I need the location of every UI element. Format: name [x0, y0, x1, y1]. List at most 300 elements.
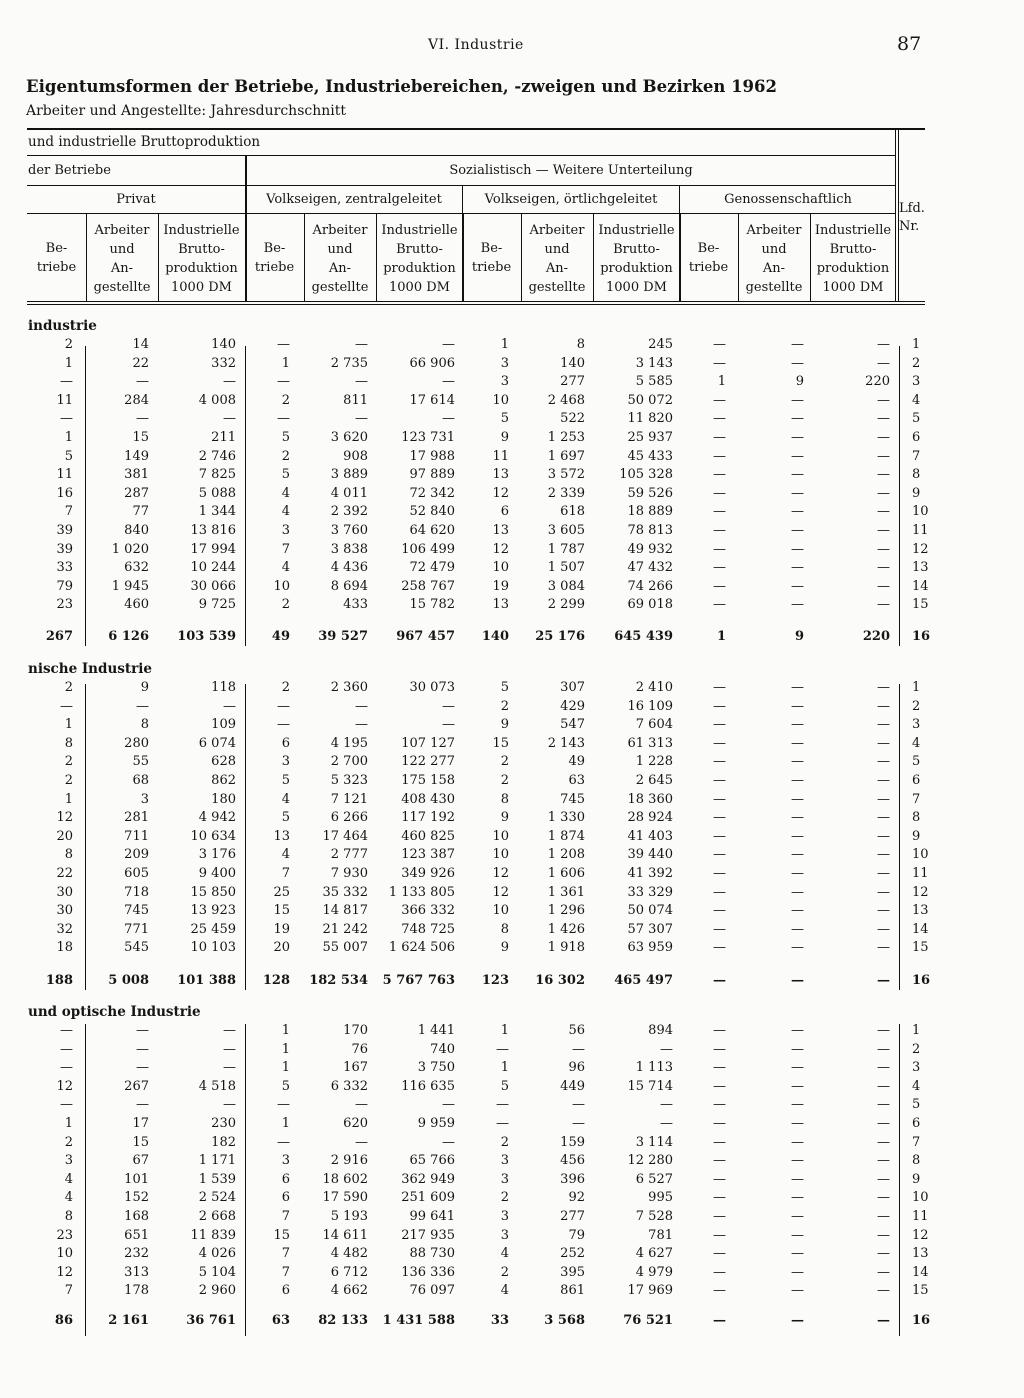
cell-gen-betriebe: — [713, 1265, 726, 1280]
cell-gen-arbeiter: — [791, 579, 804, 594]
cell-voe-betriebe: 9 [500, 940, 509, 955]
cell-voe-produktion: 645 439 [614, 629, 673, 644]
cell-voe-produktion: 11 820 [627, 411, 673, 426]
cell-gen-produktion: — [877, 1283, 890, 1298]
cell-voe-betriebe: 9 [500, 430, 509, 445]
cell-privat-betriebe: — [60, 1042, 73, 1057]
cell-lfd-nr: 3 [912, 374, 921, 389]
cell-privat-produktion: 9 725 [198, 597, 236, 612]
cell-privat-betriebe: 267 [45, 629, 73, 644]
cell-gen-betriebe: — [713, 393, 726, 408]
cell-vez-arbeiter: 5 193 [330, 1209, 368, 1224]
cell-voe-arbeiter: 547 [560, 717, 585, 732]
cell-vez-produktion: 1 133 805 [388, 885, 455, 900]
cell-voe-arbeiter: 92 [568, 1190, 585, 1205]
table-row [0, 754, 1024, 772]
cell-gen-produktion: — [877, 680, 890, 695]
cell-privat-betriebe: 12 [56, 1265, 73, 1280]
cell-gen-produktion: — [877, 467, 890, 482]
cell-gen-arbeiter: — [791, 973, 804, 988]
cell-vez-produktion: — [442, 411, 455, 426]
cell-voe-produktion: 245 [648, 337, 673, 352]
cell-vez-produktion: 740 [430, 1042, 455, 1057]
cell-voe-produktion: — [660, 1042, 673, 1057]
cell-lfd-nr: 14 [912, 579, 929, 594]
header-lfd-nr: Lfd. Nr. [899, 201, 925, 234]
cell-vez-betriebe: 1 [281, 1060, 290, 1075]
cell-voe-arbeiter: 1 697 [547, 449, 585, 464]
cell-vez-produktion: 1 431 588 [382, 1313, 455, 1328]
cell-gen-betriebe: — [713, 810, 726, 825]
table-total-row [0, 973, 1024, 991]
section-title: industrie [28, 318, 97, 334]
cell-lfd-nr: 11 [912, 523, 929, 538]
cell-gen-produktion: — [877, 1060, 890, 1075]
cell-voe-betriebe: 9 [500, 717, 509, 732]
cell-voe-produktion: 6 527 [635, 1172, 673, 1187]
cell-voe-produktion: 465 497 [614, 973, 673, 988]
cell-gen-arbeiter: — [791, 1116, 804, 1131]
cell-gen-betriebe: — [713, 1097, 726, 1112]
cell-voe-arbeiter: 1 787 [547, 542, 585, 557]
cell-gen-arbeiter: — [791, 1153, 804, 1168]
table-row [0, 885, 1024, 903]
cell-voe-produktion: 1 113 [635, 1060, 673, 1075]
cell-privat-arbeiter: 281 [124, 810, 149, 825]
cell-voe-betriebe: 15 [492, 736, 509, 751]
cell-gen-arbeiter: — [791, 542, 804, 557]
cell-voe-arbeiter: 277 [560, 374, 585, 389]
cell-gen-betriebe: — [713, 903, 726, 918]
cell-vez-produktion: 99 641 [409, 1209, 455, 1224]
cell-vez-betriebe: 128 [262, 973, 290, 988]
cell-lfd-nr: 6 [912, 430, 921, 445]
cell-voe-arbeiter: 140 [560, 356, 585, 371]
cell-voe-betriebe: 6 [500, 504, 509, 519]
header-der-betriebe: der Betriebe [28, 163, 111, 178]
cell-privat-arbeiter: 6 126 [108, 629, 149, 644]
cell-vez-arbeiter: 908 [343, 449, 368, 464]
cell-gen-produktion: — [877, 699, 890, 714]
table-row [0, 393, 1024, 411]
cell-voe-produktion: 39 440 [627, 847, 673, 862]
cell-privat-betriebe: 39 [56, 542, 73, 557]
cell-privat-produktion: 332 [211, 356, 236, 371]
cell-privat-produktion: 862 [211, 773, 236, 788]
cell-voe-betriebe: 8 [500, 792, 509, 807]
cell-gen-betriebe: — [713, 1060, 726, 1075]
cell-lfd-nr: 5 [912, 1097, 921, 1112]
cell-lfd-nr: 1 [912, 1023, 921, 1038]
cell-gen-arbeiter: — [791, 940, 804, 955]
cell-gen-produktion: — [877, 1313, 890, 1328]
cell-gen-betriebe: — [713, 717, 726, 732]
cell-voe-betriebe: 3 [500, 374, 509, 389]
cell-privat-arbeiter: — [136, 1060, 149, 1075]
cell-privat-produktion: 1 344 [198, 504, 236, 519]
cell-gen-produktion: — [877, 1209, 890, 1224]
table-row [0, 411, 1024, 429]
cell-gen-betriebe: — [713, 1079, 726, 1094]
cell-voe-produktion: 1 228 [635, 754, 673, 769]
cell-privat-produktion: — [223, 411, 236, 426]
cell-voe-arbeiter: 861 [560, 1283, 585, 1298]
table-total-row [0, 629, 1024, 647]
subheader-voe-produktion: Industrielle Brutto- produktion 1000 DM [598, 223, 675, 295]
cell-vez-betriebe: 2 [281, 393, 290, 408]
cell-privat-betriebe: 1 [64, 430, 73, 445]
cell-privat-arbeiter: 68 [132, 773, 149, 788]
cell-vez-arbeiter: 2 777 [330, 847, 368, 862]
cell-privat-produktion: 118 [211, 680, 236, 695]
cell-voe-produktion: 74 266 [627, 579, 673, 594]
cell-gen-produktion: 220 [862, 629, 890, 644]
cell-gen-produktion: 220 [865, 374, 890, 389]
cell-lfd-nr: 8 [912, 467, 921, 482]
table-row [0, 1116, 1024, 1134]
cell-privat-arbeiter: — [136, 1042, 149, 1057]
subheader-privat-produktion: Industrielle Brutto- produktion 1000 DM [163, 223, 240, 295]
cell-privat-produktion: 180 [211, 792, 236, 807]
cell-privat-arbeiter: 3 [140, 792, 149, 807]
cell-voe-arbeiter: 618 [560, 504, 585, 519]
cell-privat-arbeiter: 313 [124, 1265, 149, 1280]
cell-vez-produktion: 123 387 [401, 847, 455, 862]
cell-gen-arbeiter: — [791, 736, 804, 751]
cell-privat-produktion: 2 524 [198, 1190, 236, 1205]
cell-voe-arbeiter: 396 [560, 1172, 585, 1187]
cell-voe-betriebe: 2 [500, 1135, 509, 1150]
cell-vez-produktion: 967 457 [396, 629, 455, 644]
cell-gen-produktion: — [877, 922, 890, 937]
cell-voe-betriebe: 5 [500, 680, 509, 695]
cell-gen-arbeiter: — [791, 597, 804, 612]
cell-privat-produktion: 628 [211, 754, 236, 769]
cell-privat-betriebe: 7 [64, 504, 73, 519]
cell-vez-betriebe: 6 [281, 1172, 290, 1187]
cell-vez-betriebe: 6 [281, 1190, 290, 1205]
cell-voe-produktion: 5 585 [635, 374, 673, 389]
cell-voe-betriebe: 12 [492, 885, 509, 900]
subheader-privat-betriebe: Be- triebe [36, 241, 77, 275]
cell-voe-produktion: 18 889 [627, 504, 673, 519]
cell-privat-produktion: 103 539 [177, 629, 236, 644]
cell-gen-produktion: — [877, 356, 890, 371]
cell-voe-produktion: 781 [648, 1228, 673, 1243]
cell-vez-produktion: 66 906 [409, 356, 455, 371]
cell-vez-arbeiter: 7 121 [330, 792, 368, 807]
cell-voe-arbeiter: 1 296 [547, 903, 585, 918]
cell-privat-betriebe: 11 [56, 393, 73, 408]
cell-privat-betriebe: — [60, 1097, 73, 1112]
cell-privat-betriebe: 12 [56, 810, 73, 825]
cell-vez-arbeiter: — [355, 1135, 368, 1150]
cell-lfd-nr: 15 [912, 940, 929, 955]
cell-vez-produktion: 748 725 [401, 922, 455, 937]
cell-vez-betriebe: 4 [281, 847, 290, 862]
cell-privat-arbeiter: 232 [124, 1246, 149, 1261]
cell-gen-arbeiter: — [791, 467, 804, 482]
cell-vez-betriebe: 1 [281, 1116, 290, 1131]
cell-gen-betriebe: — [713, 1209, 726, 1224]
cell-privat-betriebe: 4 [64, 1172, 73, 1187]
cell-voe-betriebe: 3 [500, 356, 509, 371]
cell-voe-betriebe: 2 [500, 1190, 509, 1205]
cell-voe-arbeiter: 1 208 [547, 847, 585, 862]
cell-voe-produktion: — [660, 1116, 673, 1131]
cell-lfd-nr: 1 [912, 337, 921, 352]
header-sozialistisch: Sozialistisch — Weitere Unterteilung [449, 163, 693, 178]
cell-privat-produktion: — [223, 1023, 236, 1038]
cell-vez-betriebe: 5 [281, 430, 290, 445]
cell-lfd-nr: 2 [912, 1042, 921, 1057]
cell-gen-arbeiter: — [791, 1060, 804, 1075]
cell-lfd-nr: 16 [912, 973, 931, 988]
cell-privat-betriebe: 10 [56, 1246, 73, 1261]
cell-lfd-nr: 10 [912, 504, 929, 519]
cell-gen-arbeiter: — [791, 754, 804, 769]
table-row [0, 542, 1024, 560]
running-head: VI. Industrie [428, 37, 524, 53]
cell-vez-produktion: 1 624 506 [388, 940, 455, 955]
cell-vez-betriebe: 20 [273, 940, 290, 955]
cell-vez-betriebe: 1 [281, 356, 290, 371]
table-row [0, 337, 1024, 355]
cell-gen-produktion: — [877, 560, 890, 575]
cell-lfd-nr: 16 [912, 1313, 931, 1328]
cell-gen-arbeiter: — [791, 866, 804, 881]
cell-privat-produktion: 36 761 [186, 1313, 236, 1328]
cell-lfd-nr: 2 [912, 356, 921, 371]
cell-voe-produktion: 76 521 [623, 1313, 673, 1328]
subheader-gen-produktion: Industrielle Brutto- produktion 1000 DM [814, 223, 892, 295]
cell-gen-arbeiter: — [791, 829, 804, 844]
cell-voe-arbeiter: 1 361 [547, 885, 585, 900]
cell-gen-produktion: — [877, 1079, 890, 1094]
cell-gen-arbeiter: — [791, 504, 804, 519]
cell-gen-arbeiter: — [791, 1042, 804, 1057]
cell-voe-produktion: 47 432 [627, 560, 673, 575]
cell-voe-arbeiter: 307 [560, 680, 585, 695]
vrule-g1 [462, 186, 463, 302]
cell-voe-betriebe: 2 [500, 1265, 509, 1280]
cell-gen-betriebe: — [713, 430, 726, 445]
cell-lfd-nr: 4 [912, 1079, 921, 1094]
cell-gen-betriebe: — [713, 792, 726, 807]
cell-vez-arbeiter: 2 916 [330, 1153, 368, 1168]
cell-privat-arbeiter: 8 [140, 717, 149, 732]
cell-lfd-nr: 3 [912, 1060, 921, 1075]
cell-gen-produktion: — [877, 847, 890, 862]
cell-voe-arbeiter: 277 [560, 1209, 585, 1224]
cell-privat-produktion: 5 088 [198, 486, 236, 501]
table-row [0, 866, 1024, 884]
cell-vez-betriebe: — [277, 337, 290, 352]
cell-voe-arbeiter: — [572, 1116, 585, 1131]
cell-vez-arbeiter: 2 392 [330, 504, 368, 519]
cell-gen-produktion: — [877, 792, 890, 807]
cell-vez-betriebe: 7 [281, 1246, 290, 1261]
cell-gen-arbeiter: — [791, 1246, 804, 1261]
cell-gen-arbeiter: — [791, 810, 804, 825]
cell-vez-betriebe: 5 [281, 810, 290, 825]
cell-privat-arbeiter: 209 [124, 847, 149, 862]
cell-gen-betriebe: — [713, 773, 726, 788]
cell-voe-arbeiter: 159 [560, 1135, 585, 1150]
cell-gen-produktion: — [877, 430, 890, 445]
table-row [0, 597, 1024, 615]
cell-voe-produktion: 12 280 [627, 1153, 673, 1168]
cell-vez-betriebe: 1 [281, 1023, 290, 1038]
cell-vez-arbeiter: 182 534 [309, 973, 368, 988]
table-row [0, 1060, 1024, 1078]
cell-voe-produktion: 33 329 [627, 885, 673, 900]
cell-voe-produktion: 995 [648, 1190, 673, 1205]
cell-lfd-nr: 8 [912, 1153, 921, 1168]
cell-voe-betriebe: 12 [492, 542, 509, 557]
cell-lfd-nr: 11 [912, 866, 929, 881]
cell-voe-betriebe: 12 [492, 486, 509, 501]
cell-vez-betriebe: 10 [273, 579, 290, 594]
cell-vez-arbeiter: 620 [343, 1116, 368, 1131]
cell-gen-arbeiter: — [791, 1079, 804, 1094]
rule-4 [27, 301, 925, 302]
cell-gen-betriebe: — [713, 467, 726, 482]
cell-privat-produktion: 2 960 [198, 1283, 236, 1298]
cell-privat-betriebe: — [60, 411, 73, 426]
cell-vez-betriebe: 7 [281, 1265, 290, 1280]
cell-privat-arbeiter: 22 [132, 356, 149, 371]
cell-privat-arbeiter: 2 161 [108, 1313, 149, 1328]
cell-vez-produktion: 5 767 763 [382, 973, 455, 988]
cell-voe-produktion: 2 410 [635, 680, 673, 695]
cell-vez-arbeiter: — [355, 337, 368, 352]
cell-privat-produktion: 10 103 [190, 940, 236, 955]
cell-privat-produktion: 140 [211, 337, 236, 352]
cell-gen-betriebe: — [713, 411, 726, 426]
cell-vez-betriebe: 13 [273, 829, 290, 844]
cell-privat-betriebe: 86 [54, 1313, 73, 1328]
cell-privat-betriebe: 5 [64, 449, 73, 464]
cell-privat-arbeiter: 55 [132, 754, 149, 769]
cell-privat-produktion: 7 825 [198, 467, 236, 482]
cell-voe-arbeiter: 16 302 [535, 973, 585, 988]
cell-vez-produktion: 64 620 [409, 523, 455, 538]
cell-lfd-nr: 10 [912, 1190, 929, 1205]
cell-voe-betriebe: 2 [500, 773, 509, 788]
cell-privat-arbeiter: 280 [124, 736, 149, 751]
rule-top [27, 128, 925, 130]
cell-privat-arbeiter: 178 [124, 1283, 149, 1298]
cell-privat-betriebe: 30 [56, 885, 73, 900]
cell-voe-produktion: 57 307 [627, 922, 673, 937]
cell-lfd-nr: 14 [912, 1265, 929, 1280]
cell-vez-betriebe: 6 [281, 1283, 290, 1298]
cell-vez-betriebe: — [277, 374, 290, 389]
cell-gen-produktion: — [877, 1097, 890, 1112]
cell-vez-produktion: 122 277 [401, 754, 455, 769]
subheader-vez-betriebe: Be- triebe [254, 241, 295, 275]
cell-privat-produktion: 1 539 [198, 1172, 236, 1187]
cell-gen-produktion: — [877, 449, 890, 464]
cell-vez-produktion: 30 073 [409, 680, 455, 695]
cell-vez-produktion: — [442, 717, 455, 732]
table-row [0, 579, 1024, 597]
cell-vez-arbeiter: 6 266 [330, 810, 368, 825]
cell-vez-arbeiter: 4 011 [330, 486, 368, 501]
cell-voe-arbeiter: 522 [560, 411, 585, 426]
cell-gen-betriebe: — [713, 885, 726, 900]
cell-gen-arbeiter: — [791, 486, 804, 501]
cell-vez-arbeiter: 3 760 [330, 523, 368, 538]
cell-vez-betriebe: 5 [281, 773, 290, 788]
cell-vez-arbeiter: 5 323 [330, 773, 368, 788]
cell-privat-arbeiter: — [136, 1023, 149, 1038]
table-row [0, 523, 1024, 541]
cell-privat-betriebe: 4 [64, 1190, 73, 1205]
cell-voe-arbeiter: 1 330 [547, 810, 585, 825]
cell-privat-produktion: 4 008 [198, 393, 236, 408]
cell-vez-arbeiter: 82 133 [318, 1313, 368, 1328]
cell-privat-arbeiter: 771 [124, 922, 149, 937]
cell-vez-produktion: 72 479 [409, 560, 455, 575]
cell-vez-arbeiter: — [355, 717, 368, 732]
cell-lfd-nr: 7 [912, 1135, 921, 1150]
cell-gen-produktion: — [877, 337, 890, 352]
cell-vez-produktion: 116 635 [401, 1079, 455, 1094]
cell-privat-arbeiter: 1 945 [111, 579, 149, 594]
cell-voe-betriebe: 4 [500, 1246, 509, 1261]
cell-gen-produktion: — [877, 542, 890, 557]
cell-vez-betriebe: 7 [281, 542, 290, 557]
cell-privat-produktion: 3 176 [198, 847, 236, 862]
cell-gen-betriebe: — [713, 680, 726, 695]
cell-vez-produktion: 460 825 [401, 829, 455, 844]
cell-voe-arbeiter: 1 874 [547, 829, 585, 844]
table-row [0, 356, 1024, 374]
cell-voe-produktion: 4 627 [635, 1246, 673, 1261]
cell-voe-betriebe: 1 [500, 1023, 509, 1038]
cell-vez-arbeiter: 811 [343, 393, 368, 408]
cell-voe-betriebe: 3 [500, 1228, 509, 1243]
cell-voe-produktion: 59 526 [627, 486, 673, 501]
cell-privat-produktion: 4 942 [198, 810, 236, 825]
cell-vez-produktion: — [442, 1135, 455, 1150]
cell-vez-arbeiter: 170 [343, 1023, 368, 1038]
cell-voe-produktion: 49 932 [627, 542, 673, 557]
cell-privat-arbeiter: 718 [124, 885, 149, 900]
cell-vez-arbeiter: 2 735 [330, 356, 368, 371]
cell-vez-betriebe: — [277, 411, 290, 426]
cell-privat-produktion: 30 066 [190, 579, 236, 594]
cell-privat-arbeiter: 284 [124, 393, 149, 408]
cell-vez-arbeiter: 17 590 [322, 1190, 368, 1205]
cell-voe-betriebe: 13 [492, 523, 509, 538]
table-row [0, 1190, 1024, 1208]
cell-privat-produktion: 10 634 [190, 829, 236, 844]
cell-privat-arbeiter: 9 [140, 680, 149, 695]
cell-privat-arbeiter: 1 020 [111, 542, 149, 557]
cell-vez-arbeiter: 4 436 [330, 560, 368, 575]
cell-privat-betriebe: 23 [56, 597, 73, 612]
cell-voe-betriebe: 13 [492, 597, 509, 612]
cell-lfd-nr: 12 [912, 542, 929, 557]
cell-vez-arbeiter: 2 360 [330, 680, 368, 695]
cell-voe-betriebe: 3 [500, 1172, 509, 1187]
cell-privat-betriebe: — [60, 1060, 73, 1075]
cell-voe-produktion: 105 328 [619, 467, 673, 482]
cell-gen-produktion: — [877, 411, 890, 426]
